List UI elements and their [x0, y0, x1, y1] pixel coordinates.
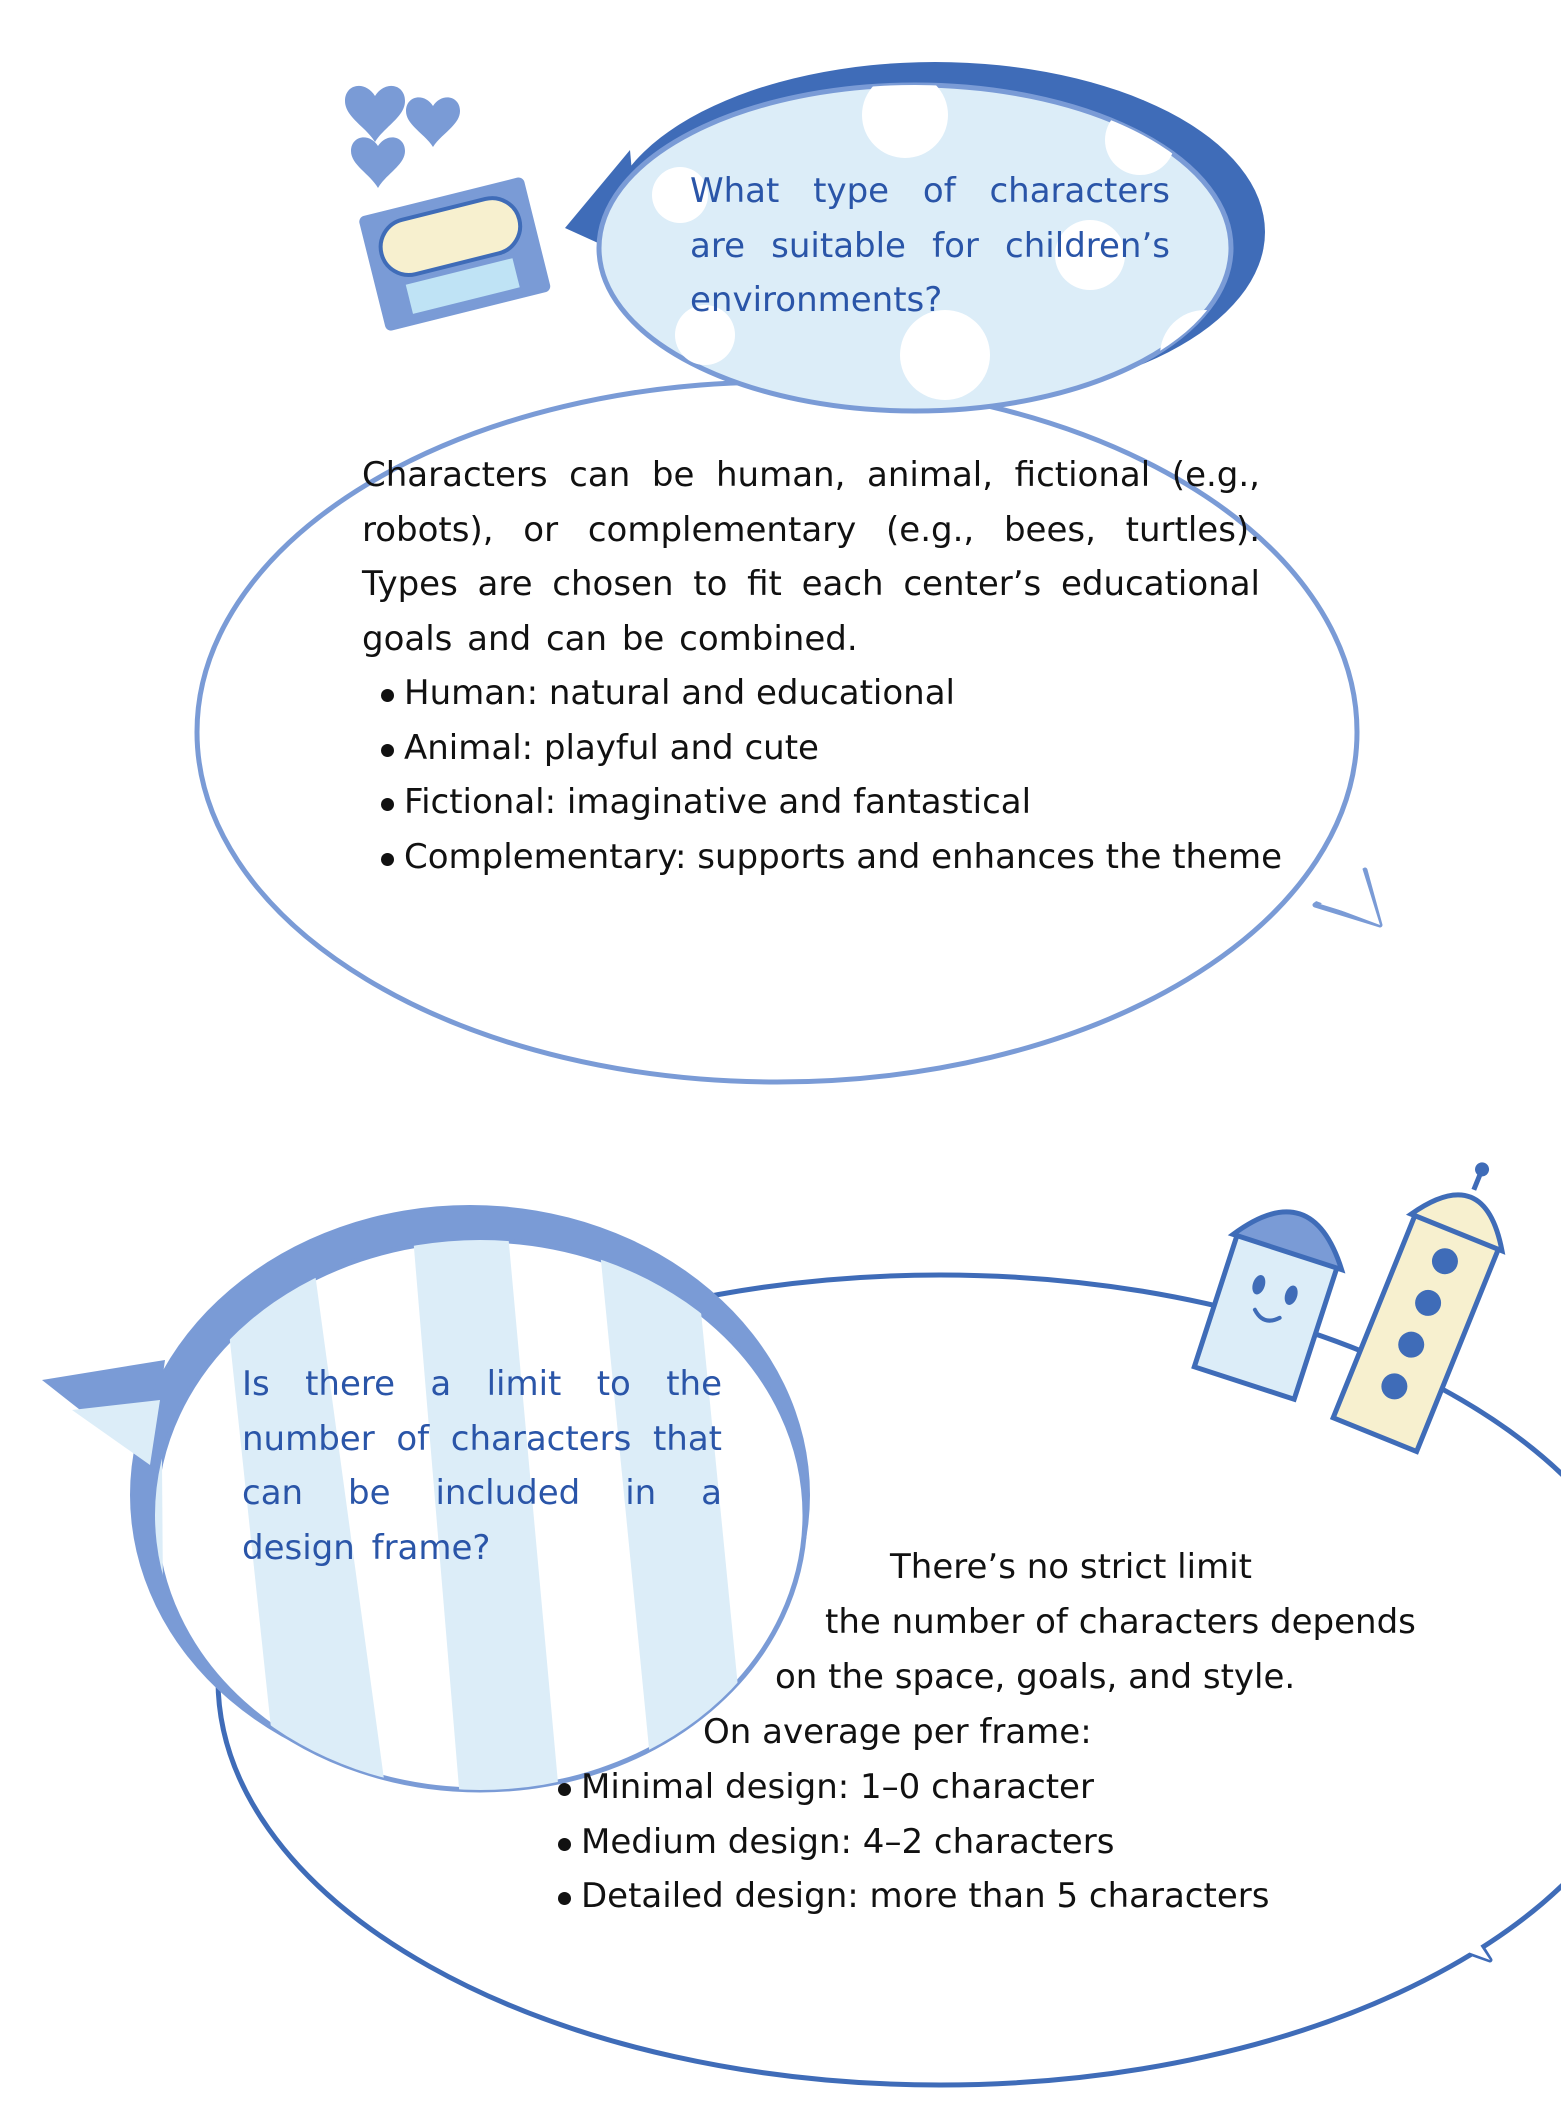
list-item: Detailed design: more than 5 characters — [555, 1869, 1269, 1924]
list-item: Human: natural and educational — [378, 666, 1260, 721]
tilted-box-icon — [358, 176, 551, 332]
list-item: Animal: playful and cute — [378, 721, 1260, 776]
answer-1-bullet-list — [378, 666, 1283, 884]
question-1-text: What type of characters are suitable for children’s environments? — [690, 171, 1170, 320]
answer-1-intro: Characters can be human, animal, fictional (e.g., robots), or complementary (e.g., bees, turtles). Types are chosen to fit each center’s educational goals and can be combined. — [362, 455, 1260, 659]
heart-icon — [351, 137, 405, 188]
answer-2-block — [540, 1540, 1440, 1770]
heart-icon — [406, 97, 460, 147]
list-item: Fictional: imaginative and fantastical — [378, 775, 1260, 830]
list-item: Minimal design: 1–0 character — [555, 1760, 1269, 1815]
answer-2-line: the number of characters depends — [825, 1602, 1416, 1642]
list-item: Medium design: 4–2 characters — [555, 1815, 1269, 1870]
tower-icon — [1329, 1145, 1530, 1453]
answer-2-bullet-list — [555, 1760, 1269, 1924]
answer-2-line: There’s no strict limit — [890, 1547, 1252, 1587]
answer-2-line: On average per frame: — [703, 1712, 1092, 1752]
heart-icon — [345, 86, 405, 142]
answer-2-line: on the space, goals, and style. — [775, 1657, 1296, 1697]
answer-1-block — [362, 448, 1283, 884]
list-item: Complementary: supports and enhances the theme — [378, 830, 1260, 885]
question-2-text: Is there a limit to the number of characters that can be included in a design frame? — [242, 1364, 722, 1568]
